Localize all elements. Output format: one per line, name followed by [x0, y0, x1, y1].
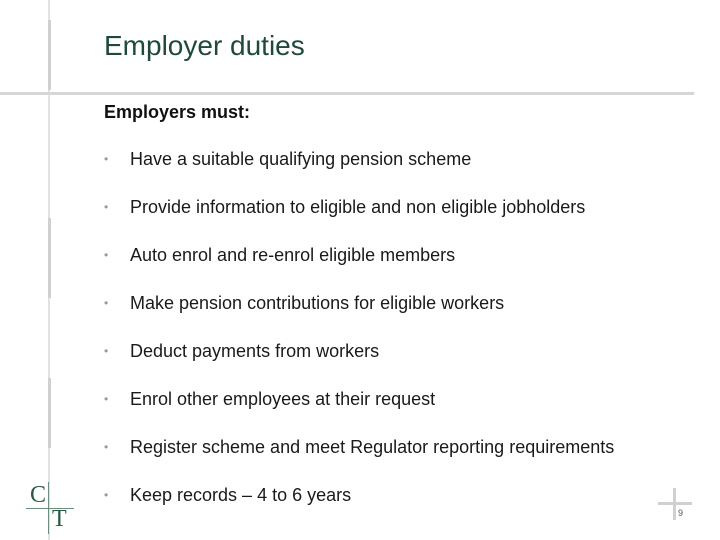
slide-subheading: Employers must:	[104, 102, 251, 122]
bullet-text: Auto enrol and re-enrol eligible members	[130, 245, 456, 265]
frame-horizontal-rule	[0, 92, 694, 95]
list-item	[104, 242, 614, 290]
company-logo	[26, 482, 76, 532]
list-item	[104, 194, 614, 242]
bullet-icon: •	[104, 488, 109, 502]
frame-vertical-accent	[48, 20, 51, 90]
bullet-icon: •	[104, 200, 109, 214]
list-item	[104, 434, 614, 482]
list-item	[104, 338, 614, 386]
bullet-text: Make pension contributions for eligible workers	[130, 293, 505, 313]
bullet-text: Enrol other employees at their request	[130, 389, 436, 409]
bullet-icon: •	[104, 344, 109, 358]
bullet-icon: •	[104, 440, 109, 454]
bullet-icon: •	[104, 152, 109, 166]
bullet-text: Deduct payments from workers	[130, 341, 380, 361]
list-item	[104, 386, 614, 434]
list-item	[104, 482, 614, 530]
bullet-text: Register scheme and meet Regulator reporting requirements	[130, 437, 615, 457]
logo-letter-c: C	[30, 482, 47, 508]
slide-title: Employer duties	[104, 30, 305, 61]
bullet-icon: •	[104, 296, 109, 310]
page-number-cross-icon	[658, 488, 692, 522]
bullet-text: Keep records – 4 to 6 years	[130, 485, 352, 505]
frame-vertical-accent	[48, 378, 51, 448]
list-item	[104, 290, 614, 338]
bullet-text: Provide information to eligible and non eligible jobholders	[130, 197, 586, 217]
page-number: 9	[678, 508, 684, 518]
bullet-icon: •	[104, 392, 109, 406]
bullet-list	[104, 146, 614, 530]
cross-horizontal	[658, 502, 692, 505]
frame-vertical-accent	[48, 218, 51, 298]
bullet-text: Have a suitable qualifying pension scheme	[130, 149, 472, 169]
logo-letter-t: T	[52, 506, 67, 532]
list-item	[104, 146, 614, 194]
bullet-icon: •	[104, 248, 109, 262]
